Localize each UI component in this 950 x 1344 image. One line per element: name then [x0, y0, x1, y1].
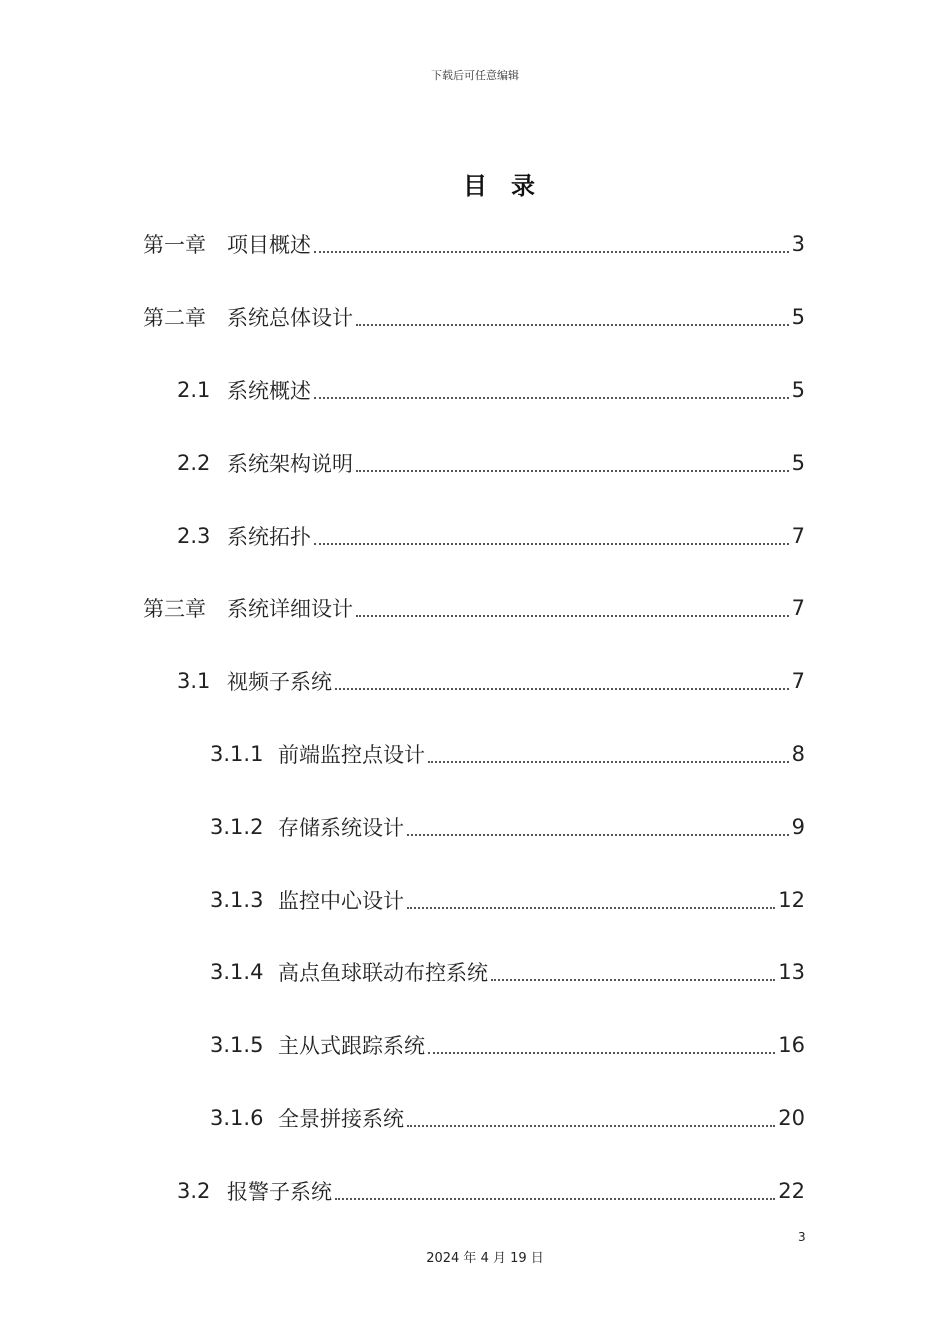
toc-entry-title: 高点鱼球联动布控系统: [278, 961, 488, 985]
toc-entry-number: 3.1.5: [210, 1033, 264, 1057]
toc-entry-title: 监控中心设计: [278, 889, 404, 913]
toc-entry-title: 系统总体设计: [227, 306, 353, 330]
toc-entry-section-3-1-2[interactable]: [0, 811, 805, 843]
toc-entry-section-2-2[interactable]: [0, 447, 805, 479]
footer-date: 2024 年 4 月 19 日: [426, 1251, 544, 1266]
toc-entry-number: 第三章: [143, 597, 206, 621]
toc-entry-title: 视频子系统: [227, 670, 332, 694]
toc-entry-chapter-1[interactable]: [0, 228, 805, 260]
toc-dot-leader: [335, 1198, 775, 1200]
toc-entry-section-3-1-5[interactable]: [0, 1029, 805, 1061]
toc-dot-leader: [356, 470, 789, 472]
toc-entry-section-3-1-1[interactable]: [0, 738, 805, 770]
toc-dot-leader: [356, 615, 789, 617]
toc-entry-number: 3.1.3: [210, 888, 264, 912]
toc-entry-section-2-3[interactable]: [0, 520, 805, 552]
toc-entry-number: 2.1: [177, 378, 211, 402]
toc-entry-number: 第二章: [143, 306, 206, 330]
toc-entry-page: 5: [791, 451, 805, 475]
toc-dot-leader: [407, 1125, 775, 1127]
toc-dot-leader: [407, 907, 775, 909]
toc-entry-title: 系统概述: [227, 379, 311, 403]
toc-entry-title: 报警子系统: [227, 1180, 332, 1204]
toc-entry-section-2-1[interactable]: [0, 374, 805, 406]
toc-entry-number: 2.2: [177, 451, 211, 475]
toc-entry-page: 7: [791, 524, 805, 548]
toc-entry-title: 存储系统设计: [278, 816, 404, 840]
toc-entry-title: 系统详细设计: [227, 597, 353, 621]
toc-entry-number: 3.1: [177, 669, 211, 693]
toc-entry-page: 3: [791, 232, 805, 256]
toc-entry-section-3-1-6[interactable]: [0, 1102, 805, 1134]
toc-dot-leader: [428, 761, 789, 763]
toc-dot-leader: [428, 1052, 775, 1054]
toc-entry-number: 2.3: [177, 524, 211, 548]
toc-entry-page: 12: [778, 888, 805, 912]
toc-entry-number: 3.1.4: [210, 960, 264, 984]
toc-entry-chapter-2[interactable]: [0, 301, 805, 333]
toc-entry-page: 5: [791, 378, 805, 402]
toc-entry-title: 系统架构说明: [227, 452, 353, 476]
toc-entry-page: 8: [791, 742, 805, 766]
toc-entry-section-3-1-3[interactable]: [0, 884, 805, 916]
toc-entry-page: 16: [778, 1033, 805, 1057]
toc-dot-leader: [314, 251, 789, 253]
toc-dot-leader: [314, 397, 789, 399]
toc-entry-title: 主从式跟踪系统: [278, 1034, 425, 1058]
toc-entry-section-3-1[interactable]: [0, 665, 805, 697]
toc-entry-section-3-2[interactable]: [0, 1175, 805, 1207]
toc-dot-leader: [335, 688, 789, 690]
toc-dot-leader: [356, 324, 789, 326]
toc-entry-chapter-3[interactable]: [0, 592, 805, 624]
header-note: 下载后可任意编辑: [431, 69, 519, 82]
toc-dot-leader: [491, 979, 775, 981]
toc-entry-page: 5: [791, 305, 805, 329]
toc-entry-title: 全景拼接系统: [278, 1107, 404, 1131]
toc-entry-page: 7: [791, 669, 805, 693]
toc-entry-number: 3.1.2: [210, 815, 264, 839]
toc-entry-title: 项目概述: [227, 233, 311, 257]
toc-title: 目录: [463, 172, 559, 200]
toc-entry-number: 3.1.1: [210, 742, 264, 766]
toc-entry-page: 20: [778, 1106, 805, 1130]
page-number: 3: [798, 1230, 806, 1244]
toc-entry-section-3-1-4[interactable]: [0, 956, 805, 988]
toc-entry-title: 前端监控点设计: [278, 743, 425, 767]
toc-entry-page: 7: [791, 596, 805, 620]
toc-entry-page: 13: [778, 960, 805, 984]
toc-entry-number: 第一章: [143, 233, 206, 257]
toc-dot-leader: [314, 543, 789, 545]
toc-dot-leader: [407, 834, 789, 836]
toc-entry-title: 系统拓扑: [227, 525, 311, 549]
toc-entry-page: 22: [778, 1179, 805, 1203]
toc-entry-number: 3.1.6: [210, 1106, 264, 1130]
toc-entry-number: 3.2: [177, 1179, 211, 1203]
toc-entry-page: 9: [791, 815, 805, 839]
